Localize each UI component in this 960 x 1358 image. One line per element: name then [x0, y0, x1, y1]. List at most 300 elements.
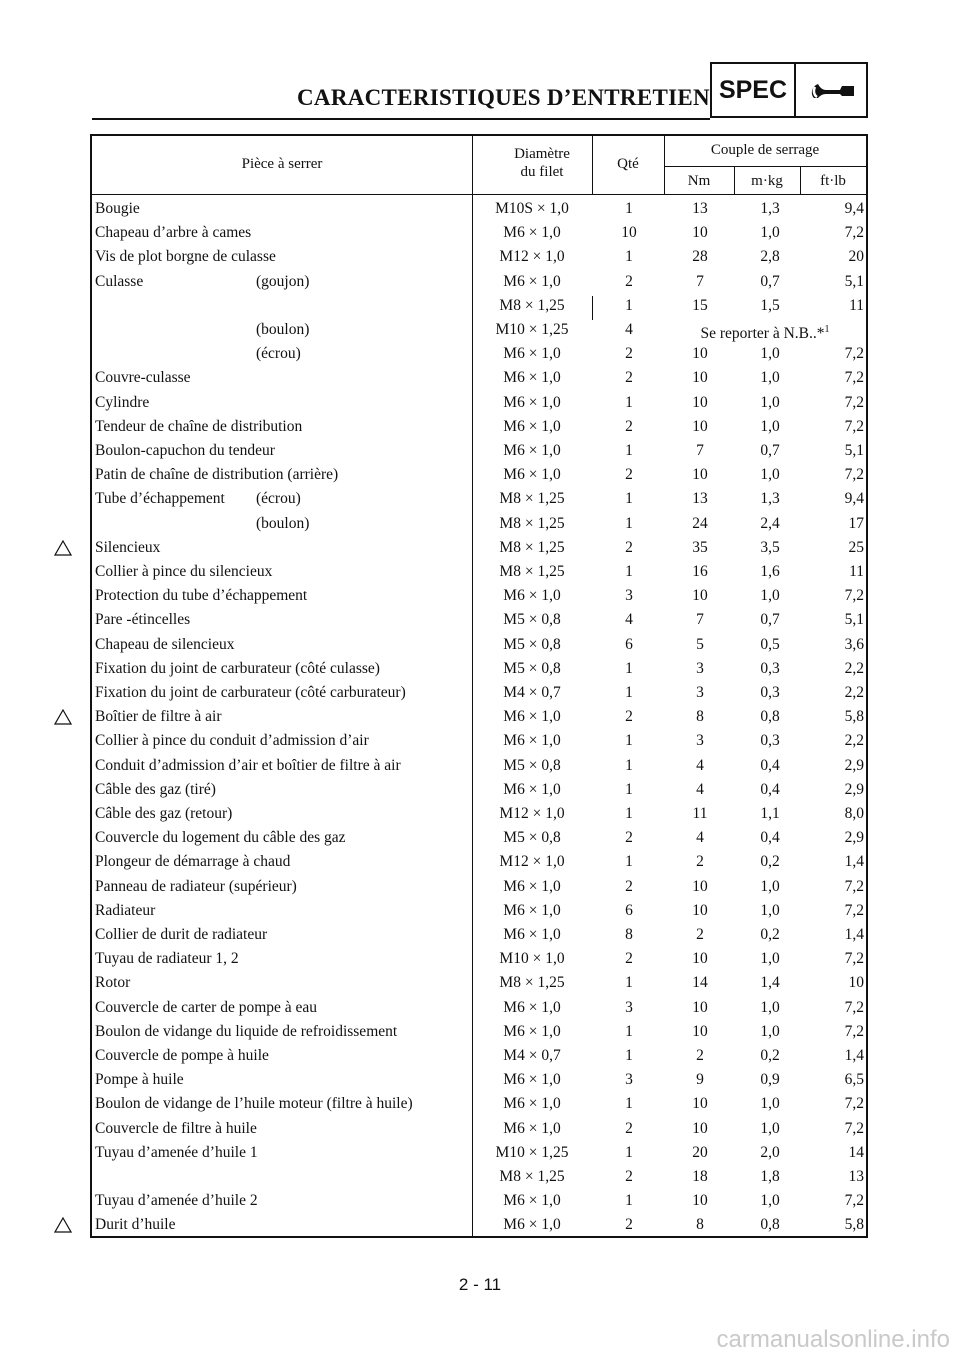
part-detail: (boulon) [256, 514, 310, 532]
spec-label: SPEC [712, 64, 796, 116]
thread-diameter: M8 × 1,25 [499, 490, 565, 508]
part-name: Cylindre [95, 393, 150, 411]
thread-diameter: M12 × 1,0 [499, 248, 565, 266]
table-row [92, 366, 866, 390]
table-row [92, 1117, 866, 1141]
torque-note-text: Se reporter à N.B..* [700, 325, 825, 343]
table-row [92, 947, 866, 971]
torque-mkg: 1,5 [760, 296, 780, 314]
torque-ftlb: 13 [848, 1168, 864, 1185]
part-name: Culasse [95, 272, 144, 290]
thread-diameter: M6 × 1,0 [503, 417, 561, 435]
part-name: Couvercle de pompe à huile [95, 1047, 269, 1064]
torque-mkg: 1,3 [760, 490, 780, 508]
quantity: 4 [625, 321, 633, 338]
quantity: 1 [625, 1022, 633, 1040]
table-row [92, 802, 866, 826]
quantity: 1 [625, 490, 633, 508]
quantity: 2 [625, 1119, 633, 1137]
thread-diameter: M6 × 1,0 [503, 926, 561, 943]
part-name: Bougie [95, 200, 140, 217]
table-row [92, 923, 866, 947]
part-name: Pompe à huile [95, 1071, 184, 1089]
quantity: 2 [625, 877, 633, 895]
quantity: 1 [625, 1192, 633, 1210]
quantity: 1 [625, 732, 633, 750]
part-name: Panneau de radiateur (supérieur) [95, 877, 297, 895]
table-row [92, 584, 866, 608]
table-row [92, 463, 866, 487]
part-name: Couvercle de filtre à huile [95, 1119, 257, 1137]
torque-nm: 2 [696, 926, 704, 943]
torque-nm: 4 [696, 829, 704, 847]
part-name: Chapeau de silencieux [95, 635, 235, 653]
part-detail: (écrou) [256, 490, 301, 508]
thread-diameter: M8 × 1,25 [499, 1168, 565, 1185]
quantity: 1 [625, 805, 633, 822]
torque-ftlb: 5,8 [844, 1216, 864, 1234]
torque-nm: 10 [692, 466, 708, 484]
torque-nm: 7 [696, 272, 704, 290]
thread-diameter: M6 × 1,0 [503, 780, 561, 798]
quantity: 6 [625, 901, 633, 919]
table-row [92, 245, 866, 269]
thread-diameter: M6 × 1,0 [503, 1119, 561, 1137]
part-name: Boulon de vidange du liquide de refroidissement [95, 1022, 398, 1040]
table-row [92, 270, 866, 294]
torque-nm: 10 [692, 1192, 708, 1210]
torque-ftlb: 7,2 [844, 224, 864, 242]
thread-diameter: M4 × 0,7 [503, 1047, 561, 1064]
thread-diameter: M10 × 1,0 [499, 950, 565, 968]
torque-mkg: 0,9 [760, 1071, 780, 1089]
warning-triangle-icon [54, 540, 72, 556]
table-row [92, 1068, 866, 1092]
torque-nm: 4 [696, 756, 704, 774]
torque-mkg: 0,2 [760, 926, 780, 943]
torque-nm: 15 [692, 296, 708, 314]
torque-mkg: 1,0 [760, 1022, 780, 1040]
header-mkg: m·kg [751, 173, 783, 189]
table-row [92, 899, 866, 923]
table-row [92, 778, 866, 802]
quantity: 2 [625, 345, 633, 363]
torque-mkg: 0,7 [760, 442, 780, 459]
part-name: Vis de plot borgne de culasse [95, 248, 276, 266]
torque-ftlb: 14 [848, 1143, 864, 1161]
quantity: 3 [625, 1071, 633, 1089]
thread-diameter: M5 × 0,8 [503, 635, 561, 653]
torque-nm: 13 [692, 200, 708, 217]
thread-diameter: M8 × 1,25 [499, 296, 565, 314]
thread-diameter: M6 × 1,0 [503, 442, 561, 459]
torque-mkg: 1,0 [760, 587, 780, 605]
table-row [92, 1189, 866, 1213]
torque-mkg: 1,0 [760, 901, 780, 919]
torque-ftlb: 7,2 [844, 1192, 864, 1210]
quantity: 2 [625, 272, 633, 290]
torque-nm: 35 [692, 538, 708, 556]
table-row [92, 875, 866, 899]
table-row [92, 487, 866, 511]
torque-nm: 7 [696, 442, 704, 459]
torque-nm: 10 [692, 901, 708, 919]
table-row [92, 826, 866, 850]
torque-ftlb: 5,8 [844, 708, 864, 726]
table-row [92, 342, 866, 366]
table-row [92, 754, 866, 778]
part-name: Chapeau d’arbre à cames [95, 224, 252, 242]
table-row [92, 415, 866, 439]
torque-ftlb: 10 [848, 974, 864, 992]
thread-diameter: M8 × 1,25 [499, 974, 565, 992]
table-row [92, 1213, 866, 1237]
torque-mkg: 1,1 [760, 805, 780, 822]
torque-mkg: 2,0 [760, 1143, 780, 1161]
table-row [92, 560, 866, 584]
torque-nm: 16 [692, 563, 708, 580]
torque-nm: 14 [692, 974, 708, 992]
quantity: 2 [625, 466, 633, 484]
quantity: 1 [625, 514, 633, 532]
thread-diameter: M6 × 1,0 [503, 272, 561, 290]
wrench-icon [796, 64, 866, 116]
torque-nm: 3 [696, 732, 704, 750]
torque-ftlb: 7,2 [844, 345, 864, 363]
quantity: 1 [625, 563, 633, 580]
torque-ftlb: 1,4 [844, 1047, 864, 1064]
thread-diameter: M8 × 1,25 [499, 514, 565, 532]
torque-ftlb: 7,2 [844, 901, 864, 919]
thread-diameter: M8 × 1,25 [499, 538, 565, 556]
part-detail: (goujon) [256, 272, 310, 290]
torque-nm: 28 [692, 248, 708, 266]
torque-mkg: 1,0 [760, 224, 780, 242]
table-row [92, 850, 866, 874]
quantity: 1 [625, 756, 633, 774]
part-name: Fixation du joint de carburateur (côté culasse) [95, 659, 380, 677]
table-row [92, 729, 866, 753]
thread-diameter: M12 × 1,0 [499, 805, 565, 822]
table-row [92, 996, 866, 1020]
torque-nm: 10 [692, 950, 708, 968]
torque-ftlb: 6,5 [844, 1071, 864, 1089]
torque-mkg: 3,5 [760, 538, 780, 556]
thread-diameter: M5 × 0,8 [503, 659, 561, 677]
torque-nm: 8 [696, 708, 704, 726]
part-name: Tendeur de chaîne de distribution [95, 417, 303, 435]
quantity: 1 [625, 1143, 633, 1161]
torque-ftlb: 7,2 [844, 417, 864, 435]
torque-ftlb: 11 [849, 563, 864, 580]
torque-mkg: 0,3 [760, 732, 780, 750]
quantity: 1 [625, 853, 633, 871]
torque-mkg: 0,4 [760, 756, 780, 774]
part-name: Conduit d’admission d’air et boîtier de filtre à air [95, 756, 401, 774]
part-name: Tuyau d’amenée d’huile 1 [95, 1143, 258, 1161]
quantity: 6 [625, 635, 633, 653]
thread-diameter: M10S × 1,0 [495, 200, 569, 217]
table-row [92, 705, 866, 729]
torque-nm: 10 [692, 1119, 708, 1137]
header-diametre: Diamètre du filet [514, 146, 570, 180]
header-qte: Qté [617, 156, 639, 172]
quantity: 2 [625, 829, 633, 847]
torque-nm: 3 [696, 659, 704, 677]
quantity: 1 [625, 248, 633, 266]
quantity: 1 [625, 442, 633, 459]
torque-ftlb: 1,4 [844, 926, 864, 943]
table-row [92, 633, 866, 657]
part-name: Patin de chaîne de distribution (arrière) [95, 466, 339, 484]
thread-diameter: M8 × 1,25 [499, 563, 565, 580]
part-name: Couvercle de carter de pompe à eau [95, 998, 318, 1016]
quantity: 1 [625, 393, 633, 411]
quantity: 2 [625, 369, 633, 387]
row-divider [664, 166, 866, 167]
torque-mkg: 0,7 [760, 272, 780, 290]
torque-ftlb: 9,4 [844, 490, 864, 508]
thread-diameter: M5 × 0,8 [503, 756, 561, 774]
spec-badge [710, 62, 868, 118]
title-underline [92, 118, 710, 120]
part-name: Couvercle du logement du câble des gaz [95, 829, 346, 847]
footnote-ref: 1 [824, 324, 830, 335]
table-row [92, 608, 866, 632]
watermark: carmanualsonline.info [716, 1326, 950, 1353]
quantity: 2 [625, 417, 633, 435]
torque-nm: 24 [692, 514, 708, 532]
table-row [92, 1044, 866, 1068]
part-name: Boulon-capuchon du tendeur [95, 442, 275, 459]
torque-ftlb: 11 [849, 296, 864, 314]
thread-diameter: M6 × 1,0 [503, 1022, 561, 1040]
torque-mkg: 0,2 [760, 1047, 780, 1064]
quantity: 2 [625, 538, 633, 556]
torque-ftlb: 17 [848, 514, 864, 532]
torque-ftlb: 7,2 [844, 950, 864, 968]
thread-diameter: M6 × 1,0 [503, 998, 561, 1016]
quantity: 1 [625, 974, 633, 992]
torque-nm: 13 [692, 490, 708, 508]
torque-nm: 18 [692, 1168, 708, 1185]
torque-mkg: 1,0 [760, 1119, 780, 1137]
table-row [92, 657, 866, 681]
part-name: Câble des gaz (retour) [95, 805, 233, 822]
torque-ftlb: 7,2 [844, 1022, 864, 1040]
torque-nm: 7 [696, 611, 704, 629]
part-name: Silencieux [95, 538, 161, 556]
torque-nm: 9 [696, 1071, 704, 1089]
part-name: Tube d’échappement [95, 490, 225, 508]
table-row [92, 391, 866, 415]
torque-mkg: 1,0 [760, 466, 780, 484]
torque-mkg: 0,7 [760, 611, 780, 629]
torque-ftlb: 5,1 [844, 272, 864, 290]
torque-mkg: 0,3 [760, 684, 780, 701]
part-name: Collier de durit de radiateur [95, 926, 268, 943]
quantity: 1 [625, 200, 633, 217]
torque-mkg: 2,8 [760, 248, 780, 266]
torque-nm: 10 [692, 1095, 708, 1113]
header-divider [92, 194, 866, 195]
torque-mkg: 1,0 [760, 1192, 780, 1210]
torque-mkg: 0,5 [760, 635, 780, 653]
table-row [92, 681, 866, 705]
torque-mkg: 1,6 [760, 563, 780, 580]
part-name: Pare -étincelles [95, 611, 191, 629]
table-row [92, 536, 866, 560]
thread-diameter: M6 × 1,0 [503, 708, 561, 726]
torque-nm: 5 [696, 635, 704, 653]
torque-mkg: 2,4 [760, 514, 780, 532]
quantity: 10 [621, 224, 637, 242]
quantity: 1 [625, 296, 633, 314]
part-name: Tuyau d’amenée d’huile 2 [95, 1192, 258, 1210]
torque-nm: 10 [692, 345, 708, 363]
torque-mkg: 1,0 [760, 345, 780, 363]
torque-mkg: 1,0 [760, 950, 780, 968]
torque-ftlb: 7,2 [844, 466, 864, 484]
part-name: Tuyau de radiateur 1, 2 [95, 950, 239, 968]
torque-mkg: 1,8 [760, 1168, 780, 1185]
torque-mkg: 1,0 [760, 877, 780, 895]
part-name: Rotor [95, 974, 131, 992]
torque-nm: 10 [692, 369, 708, 387]
part-name: Fixation du joint de carburateur (côté carburateur) [95, 684, 406, 701]
torque-ftlb: 3,6 [844, 635, 864, 653]
torque-mkg: 1,0 [760, 417, 780, 435]
part-name: Durit d’huile [95, 1216, 176, 1234]
torque-mkg: 0,4 [760, 829, 780, 847]
thread-diameter: M6 × 1,0 [503, 732, 561, 750]
torque-ftlb: 8,0 [844, 805, 864, 822]
torque-nm: 10 [692, 224, 708, 242]
header-piece: Pièce à serrer [241, 156, 323, 172]
torque-mkg: 0,8 [760, 1216, 780, 1234]
torque-nm: 10 [692, 417, 708, 435]
thread-diameter: M6 × 1,0 [503, 393, 561, 411]
torque-mkg: 1,3 [760, 200, 780, 217]
thread-diameter: M6 × 1,0 [503, 466, 561, 484]
page-number: 2 - 11 [458, 1275, 502, 1294]
header-couple: Couple de serrage [710, 142, 820, 158]
part-name: Couvre-culasse [95, 369, 191, 387]
thread-diameter: M6 × 1,0 [503, 345, 561, 363]
torque-mkg: 1,0 [760, 1095, 780, 1113]
torque-ftlb: 7,2 [844, 393, 864, 411]
thread-diameter: M6 × 1,0 [503, 369, 561, 387]
torque-mkg: 0,2 [760, 853, 780, 871]
thread-diameter: M12 × 1,0 [499, 853, 565, 871]
torque-ftlb: 7,2 [844, 587, 864, 605]
part-name: Boîtier de filtre à air [95, 708, 222, 726]
quantity: 4 [625, 611, 633, 629]
thread-diameter: M10 × 1,25 [495, 321, 569, 338]
torque-mkg: 1,0 [760, 393, 780, 411]
torque-ftlb: 7,2 [844, 877, 864, 895]
torque-mkg: 1,0 [760, 369, 780, 387]
header-nm: Nm [687, 173, 711, 189]
table-row [92, 512, 866, 536]
thread-diameter: M4 × 0,7 [503, 684, 561, 701]
quantity: 3 [625, 587, 633, 605]
torque-ftlb: 7,2 [844, 1095, 864, 1113]
torque-nm: 10 [692, 1022, 708, 1040]
thread-diameter: M6 × 1,0 [503, 224, 561, 242]
thread-diameter: M6 × 1,0 [503, 1192, 561, 1210]
torque-mkg: 0,3 [760, 659, 780, 677]
thread-diameter: M5 × 0,8 [503, 611, 561, 629]
torque-nm: 10 [692, 998, 708, 1016]
thread-diameter: M6 × 1,0 [503, 1071, 561, 1089]
torque-ftlb: 20 [848, 248, 864, 266]
header-ftlb: ft·lb [820, 173, 846, 189]
torque-nm: 3 [696, 684, 704, 701]
part-name: Câble des gaz (tiré) [95, 780, 216, 798]
quantity: 1 [625, 1047, 633, 1064]
quantity: 2 [625, 708, 633, 726]
torque-ftlb: 2,9 [844, 829, 864, 847]
torque-ftlb: 2,2 [844, 659, 864, 677]
torque-nm: 10 [692, 877, 708, 895]
table-row [92, 1020, 866, 1044]
thread-diameter: M6 × 1,0 [503, 1216, 561, 1234]
torque-ftlb: 7,2 [844, 998, 864, 1016]
torque-mkg: 0,4 [760, 780, 780, 798]
table-row [92, 1165, 866, 1189]
torque-table [90, 134, 868, 1238]
torque-mkg: 1,4 [760, 974, 780, 992]
part-name: Plongeur de démarrage à chaud [95, 853, 291, 871]
torque-nm: 4 [696, 780, 704, 798]
thread-diameter: M6 × 1,0 [503, 587, 561, 605]
torque-nm: 2 [696, 1047, 704, 1064]
torque-ftlb: 2,2 [844, 684, 864, 701]
torque-mkg: 0,8 [760, 708, 780, 726]
torque-nm: 20 [692, 1143, 708, 1161]
quantity: 1 [625, 684, 633, 701]
table-row [92, 318, 866, 342]
thread-diameter: M10 × 1,25 [495, 1143, 569, 1161]
table-row [92, 197, 866, 221]
thread-diameter: M6 × 1,0 [503, 877, 561, 895]
torque-ftlb: 1,4 [844, 853, 864, 871]
page-title: CARACTERISTIQUES D’ENTRETIEN [297, 85, 710, 110]
quantity: 1 [625, 780, 633, 798]
table-row [92, 1092, 866, 1116]
torque-ftlb: 2,2 [844, 732, 864, 750]
torque-ftlb: 2,9 [844, 756, 864, 774]
torque-nm: 8 [696, 1216, 704, 1234]
table-row [92, 221, 866, 245]
table-row [92, 294, 866, 318]
thread-diameter: M6 × 1,0 [503, 901, 561, 919]
torque-ftlb: 7,2 [844, 369, 864, 387]
part-name: Radiateur [95, 901, 156, 919]
quantity: 2 [625, 950, 633, 968]
torque-ftlb: 9,4 [844, 200, 864, 217]
part-detail: (écrou) [256, 345, 301, 363]
quantity: 2 [625, 1216, 633, 1234]
torque-ftlb: 5,1 [844, 442, 864, 459]
table-row [92, 439, 866, 463]
torque-nm: 11 [692, 805, 708, 822]
part-name: Protection du tube d’échappement [95, 587, 308, 605]
quantity: 1 [625, 659, 633, 677]
torque-mkg: 1,0 [760, 998, 780, 1016]
warning-triangle-icon [54, 1217, 72, 1233]
